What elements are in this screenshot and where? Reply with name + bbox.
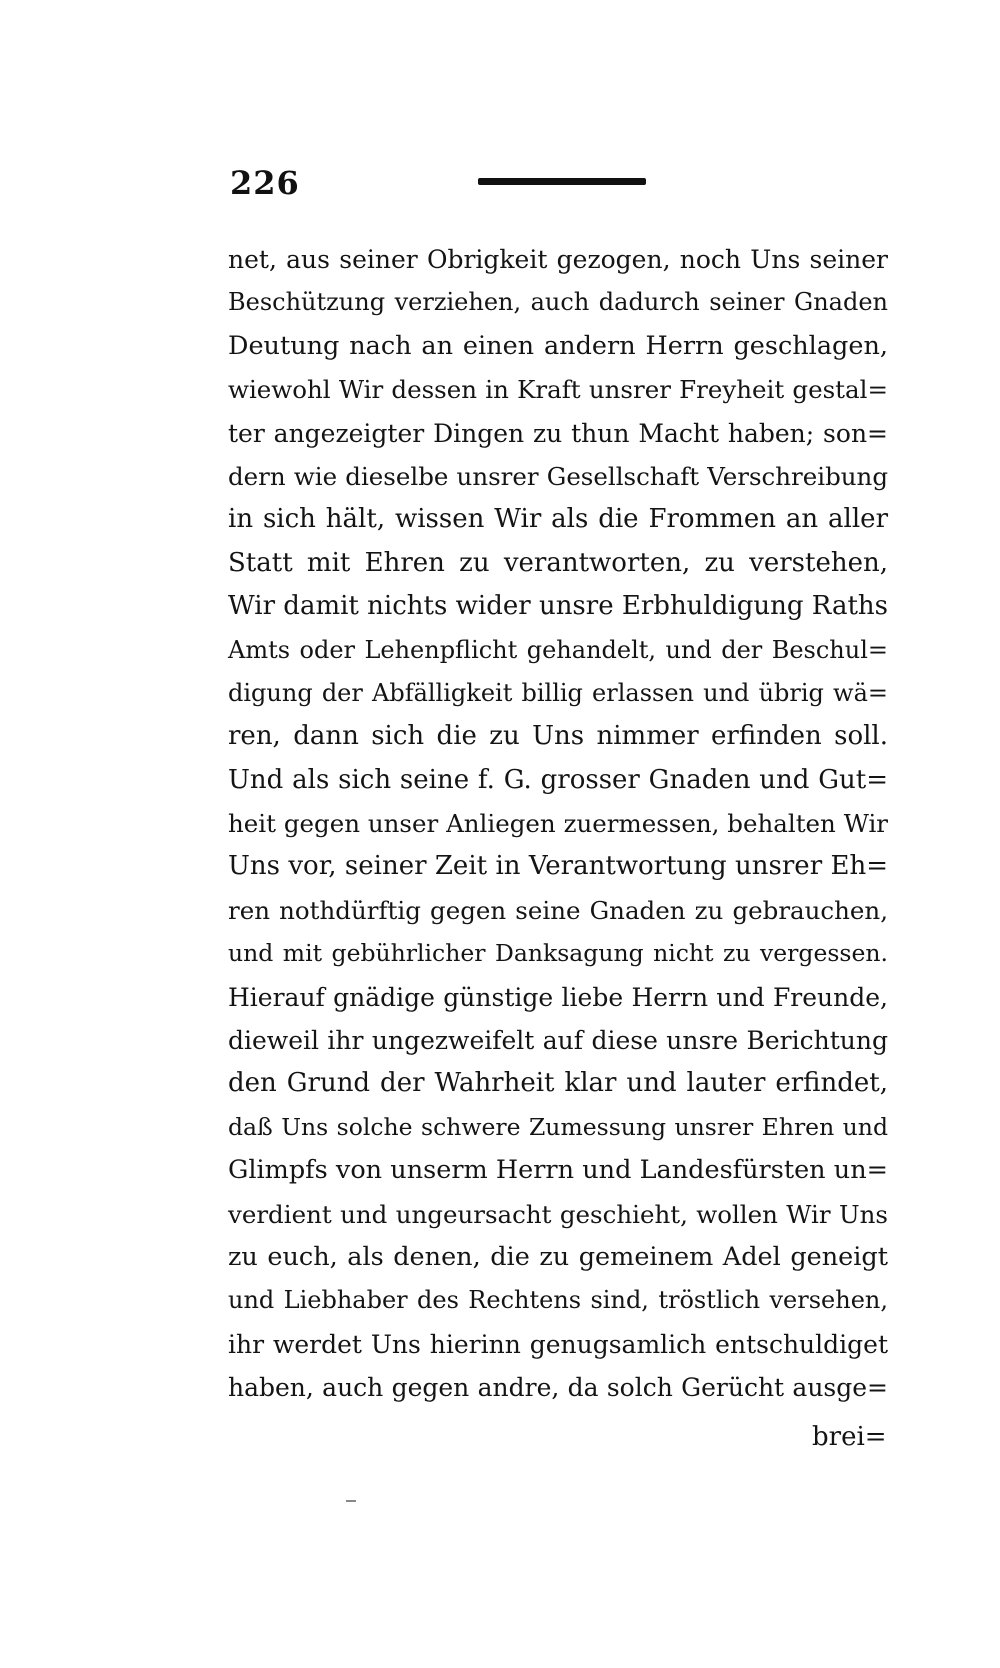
body-text — [228, 238, 888, 1410]
text-line: in sich hält, wissen Wir als die Frommen an aller — [228, 504, 888, 535]
text-line: und Liebhaber des Rechtens sind, tröstlich versehen, — [228, 1286, 888, 1315]
text-line: daß Uns solche schwere Zumessung unsrer Ehren und — [228, 1112, 888, 1141]
text-line: net, aus seiner Obrigkeit gezogen, noch Uns seiner — [228, 245, 888, 274]
text-line: dieweil ihr ungezweifelt auf diese unsre Berichtung — [228, 1026, 888, 1056]
text-line: ihr werdet Uns hierinn genugsamlich entschuldiget — [228, 1329, 888, 1359]
text-line: wiewohl Wir dessen in Kraft unsrer Freyheit gestal= — [228, 375, 888, 405]
text-line: Hierauf gnädige günstige liebe Herrn und Freunde, — [228, 982, 888, 1012]
text-line: haben, auch gegen andre, da solch Gerücht ausge= — [228, 1373, 888, 1403]
text-line: Glimpfs von unserm Herrn und Landesfürsten un= — [228, 1155, 888, 1186]
text-line: digung der Abfälligkeit billig erlassen und übrig wä= — [228, 678, 888, 707]
text-line: den Grund der Wahrheit klar und lauter erfindet, — [228, 1068, 888, 1099]
text-line: und mit gebührlicher Danksagung nicht zu vergessen. — [228, 939, 888, 968]
paper-speck — [346, 1500, 356, 1502]
text-line: verdient und ungeursacht geschieht, wollen Wir Uns — [228, 1199, 888, 1229]
text-line: Und als sich seine f. G. grosser Gnaden und Gut= — [228, 764, 888, 795]
text-line: ren nothdürftig gegen seine Gnaden zu gebrauchen, — [228, 895, 888, 925]
text-line: dern wie dieselbe unsrer Gesellschaft Verschreibung — [228, 461, 888, 491]
text-line: ter angezeigter Dingen zu thun Macht haben; son= — [228, 418, 888, 448]
text-line: Beschützung verziehen, auch dadurch seiner Gnaden — [228, 288, 888, 317]
text-line: Wir damit nichts wider unsre Erbhuldigung Raths — [228, 591, 888, 622]
header-rule — [478, 178, 646, 185]
text-line: Amts oder Lehenpflicht gehandelt, und der Beschul= — [228, 635, 888, 664]
page-number: 226 — [230, 164, 300, 202]
text-line: zu euch, als denen, die zu gemeinem Adel geneigt — [228, 1241, 888, 1272]
text-line: Uns vor, seiner Zeit in Verantwortung unsrer Eh= — [228, 851, 888, 882]
text-line: ren, dann sich die zu Uns nimmer erfinden soll. — [228, 721, 888, 752]
catchword: brei= — [812, 1422, 887, 1452]
text-line: heit gegen unser Anliegen zuermessen, behalten Wir — [228, 809, 888, 839]
text-line: Statt mit Ehren zu verantworten, zu verstehen, — [228, 547, 888, 578]
text-line: Deutung nach an einen andern Herrn geschlagen, — [228, 330, 888, 361]
